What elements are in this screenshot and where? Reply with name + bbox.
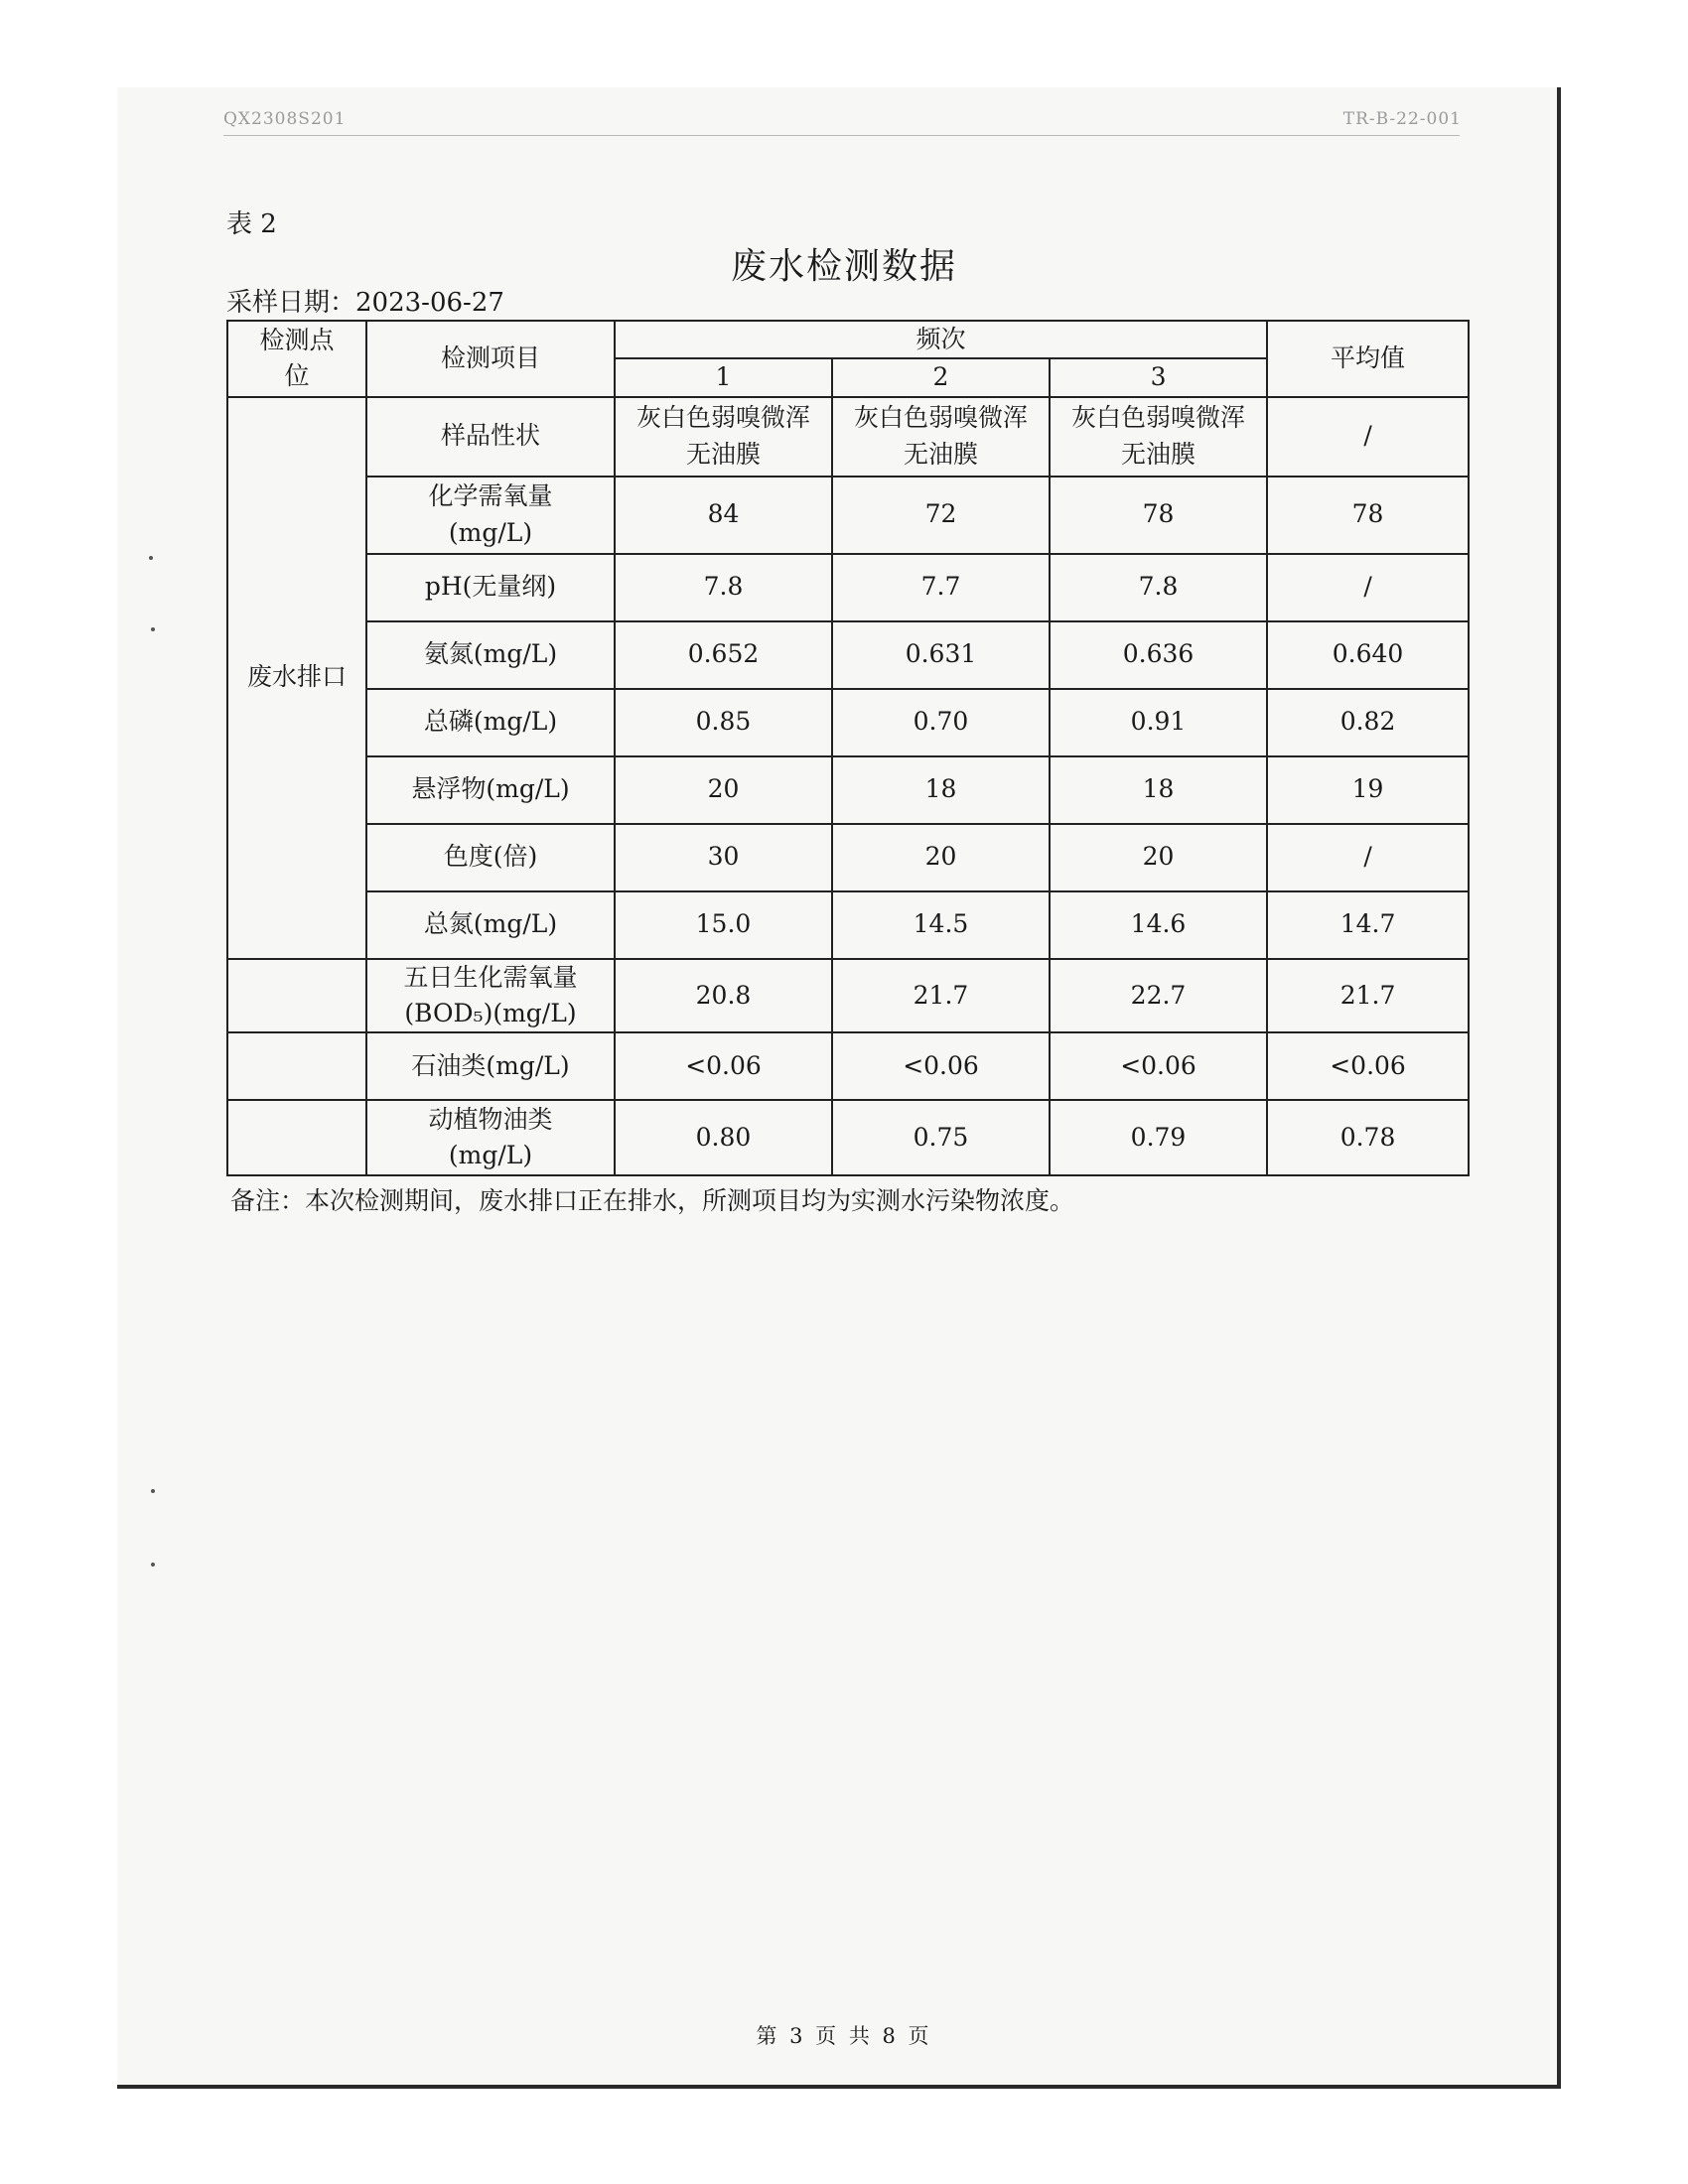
value-cell: 7.7	[832, 554, 1050, 621]
item-cell: 样品性状	[366, 397, 615, 477]
value-cell: 15.0	[615, 891, 832, 959]
average-cell: /	[1267, 554, 1469, 621]
item-cell: 石油类(mg/L)	[366, 1032, 615, 1100]
value-cell: 21.7	[832, 959, 1050, 1033]
item-cell: 动植物油类(mg/L)	[366, 1100, 615, 1175]
remark-note: 备注：本次检测期间，废水排口正在排水，所测项目均为实测水污染物浓度。	[230, 1186, 1075, 1215]
value-cell: 灰白色弱嗅微浑无油膜	[615, 397, 832, 477]
item-cell: pH(无量纲)	[366, 554, 615, 621]
average-cell: 19	[1267, 756, 1469, 824]
value-cell: 0.80	[615, 1100, 832, 1175]
scan-speck	[151, 1489, 155, 1493]
item-cell: 总氮(mg/L)	[366, 891, 615, 959]
average-cell: /	[1267, 824, 1469, 891]
value-cell: 78	[1050, 477, 1267, 554]
point-cell: 废水排口	[227, 397, 366, 959]
average-cell: 0.82	[1267, 689, 1469, 756]
average-cell: 0.640	[1267, 621, 1469, 689]
header-rule	[223, 135, 1460, 136]
sample-date: 采样日期：2023-06-27	[226, 288, 504, 318]
value-cell: 84	[615, 477, 832, 554]
value-cell: 20	[1050, 824, 1267, 891]
value-cell: <0.06	[832, 1032, 1050, 1100]
item-cell: 色度(倍)	[366, 824, 615, 891]
value-cell: 0.91	[1050, 689, 1267, 756]
scan-speck	[149, 556, 153, 560]
item-cell: 总磷(mg/L)	[366, 689, 615, 756]
frequency-label: 3	[1050, 358, 1267, 396]
header-average: 平均值	[1267, 321, 1469, 397]
page-number: 第 3 页 共 8 页	[756, 2024, 932, 2048]
value-cell: 14.6	[1050, 891, 1267, 959]
report-number: QX2308S201	[223, 109, 347, 129]
value-cell: <0.06	[615, 1032, 832, 1100]
value-cell: 30	[615, 824, 832, 891]
average-cell: 21.7	[1267, 959, 1469, 1033]
wastewater-data-table	[226, 320, 1470, 1176]
value-cell: <0.06	[1050, 1032, 1267, 1100]
average-cell: /	[1267, 397, 1469, 477]
frequency-label: 2	[832, 358, 1050, 396]
value-cell: 0.79	[1050, 1100, 1267, 1175]
header-frequency: 频次	[615, 321, 1267, 358]
value-cell: 18	[1050, 756, 1267, 824]
page-title: 废水检测数据	[730, 246, 957, 287]
blank-point-cell	[227, 1032, 366, 1100]
value-cell: 灰白色弱嗅微浑无油膜	[832, 397, 1050, 477]
scan-speck	[151, 627, 155, 631]
header-point: 检测点位	[227, 321, 366, 397]
value-cell: 0.85	[615, 689, 832, 756]
value-cell: 7.8	[1050, 554, 1267, 621]
value-cell: 18	[832, 756, 1050, 824]
average-cell: 14.7	[1267, 891, 1469, 959]
frequency-label: 1	[615, 358, 832, 396]
item-cell: 化学需氧量(mg/L)	[366, 477, 615, 554]
value-cell: 20	[832, 824, 1050, 891]
item-cell: 氨氮(mg/L)	[366, 621, 615, 689]
average-cell: 78	[1267, 477, 1469, 554]
average-cell: <0.06	[1267, 1032, 1469, 1100]
value-cell: 0.70	[832, 689, 1050, 756]
blank-point-cell	[227, 1100, 366, 1175]
value-cell: 0.631	[832, 621, 1050, 689]
value-cell: 14.5	[832, 891, 1050, 959]
value-cell: 72	[832, 477, 1050, 554]
value-cell: 0.652	[615, 621, 832, 689]
value-cell: 灰白色弱嗅微浑无油膜	[1050, 397, 1267, 477]
average-cell: 0.78	[1267, 1100, 1469, 1175]
table-number: 表 2	[226, 209, 277, 239]
value-cell: 20	[615, 756, 832, 824]
item-cell: 五日生化需氧量(BOD₅)(mg/L)	[366, 959, 615, 1033]
header-item: 检测项目	[366, 321, 615, 397]
scan-speck	[151, 1563, 155, 1567]
item-cell: 悬浮物(mg/L)	[366, 756, 615, 824]
value-cell: 20.8	[615, 959, 832, 1033]
value-cell: 0.636	[1050, 621, 1267, 689]
value-cell: 7.8	[615, 554, 832, 621]
form-number: TR-B-22-001	[1342, 109, 1462, 129]
blank-point-cell	[227, 959, 366, 1033]
value-cell: 0.75	[832, 1100, 1050, 1175]
value-cell: 22.7	[1050, 959, 1267, 1033]
